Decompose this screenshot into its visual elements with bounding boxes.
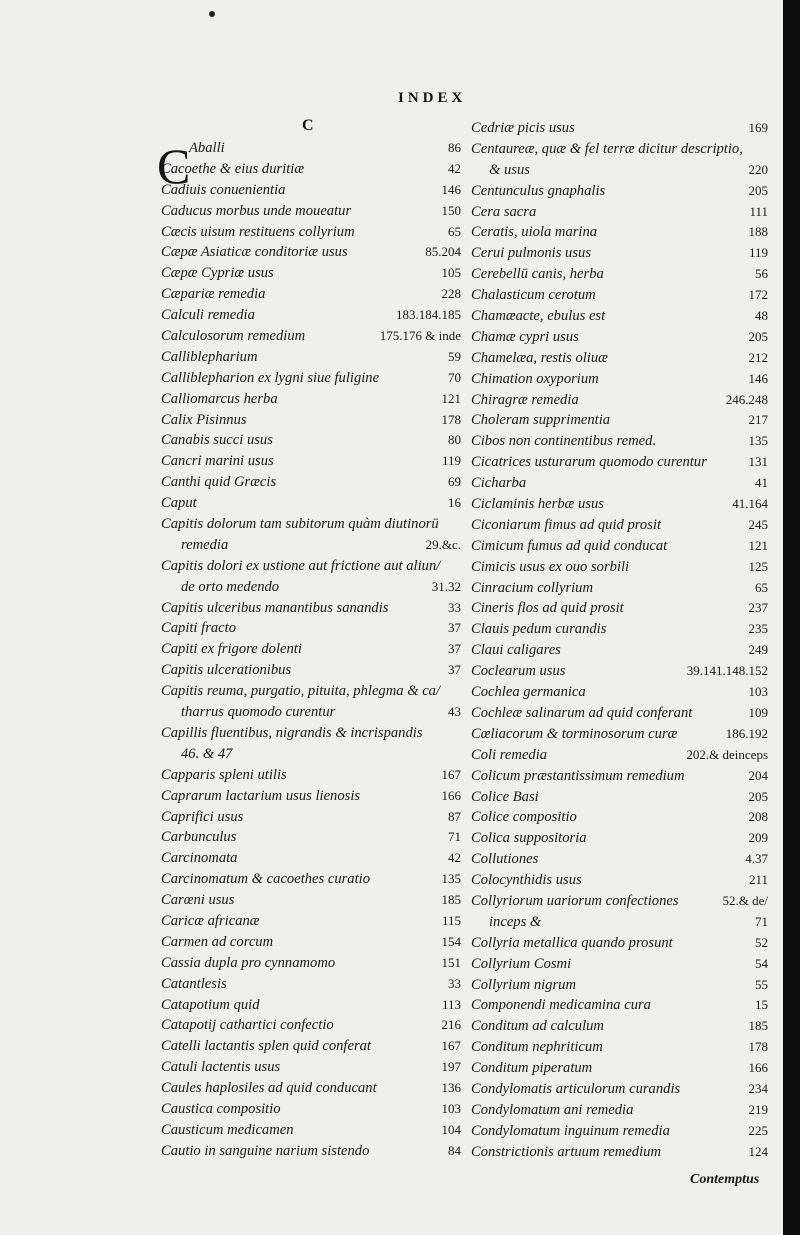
index-entry — [161, 242, 461, 263]
entry-page-ref: 37 — [448, 662, 461, 678]
index-entry — [471, 703, 768, 724]
entry-term: Collyrium Cosmi — [471, 955, 572, 972]
entry-term: 46. & 47 — [181, 745, 233, 762]
entry-term: Chamæ cypri usus — [471, 328, 579, 345]
entry-page-ref: 113 — [441, 996, 461, 1012]
index-entry — [471, 494, 768, 515]
index-entry — [471, 160, 768, 181]
entry-term: Cibos non continentibus remed. — [471, 433, 657, 450]
entry-term: Cœliacorum & torminosorum curæ — [471, 725, 678, 742]
entry-page-ref: 225 — [748, 1122, 768, 1138]
entry-term: Cadiuis conuenientia — [161, 181, 286, 198]
entry-page-ref: 56 — [755, 266, 768, 282]
index-entry — [161, 577, 461, 598]
index-entry — [471, 1079, 768, 1100]
entry-term: Capillis fluentibus, nigrandis & incrispandis — [161, 724, 423, 741]
entry-page-ref: 178 — [748, 1039, 768, 1055]
entry-term: Carbunculus — [161, 829, 237, 846]
entry-page-ref: 70 — [448, 369, 461, 385]
entry-term: tharrus quomodo curentur — [181, 704, 336, 721]
index-entry — [471, 1100, 768, 1121]
index-entry — [161, 890, 461, 911]
entry-page-ref: 119 — [748, 245, 768, 261]
entry-term: Capiti ex frigore dolenti — [161, 641, 302, 658]
index-entry — [161, 472, 461, 493]
entry-term: inceps & — [489, 913, 542, 930]
entry-term: Cedriæ picis usus — [471, 120, 575, 136]
index-entry — [161, 138, 461, 159]
entry-term: Conditum piperatum — [471, 1060, 593, 1077]
entry-page-ref: 211 — [748, 872, 768, 888]
entry-page-ref: 37 — [448, 620, 461, 636]
entry-term: Clauis pedum curandis — [471, 621, 607, 638]
entry-term: remedia — [181, 536, 229, 553]
index-entry — [471, 849, 768, 870]
entry-page-ref: 205 — [748, 328, 768, 344]
entry-term: Calculi remedia — [161, 307, 255, 324]
entry-page-ref: 105 — [441, 265, 461, 281]
entry-term: Cæpariæ remedia — [161, 286, 266, 303]
entry-page-ref: 186.192 — [725, 725, 768, 741]
entry-term: Condylomatum ani remedia — [471, 1101, 634, 1118]
index-entry — [471, 452, 768, 473]
entry-page-ref: 119 — [441, 453, 461, 469]
entry-page-ref: 71 — [448, 829, 461, 845]
entry-term: Capparis spleni utilis — [161, 766, 287, 783]
index-entry — [471, 473, 768, 494]
entry-term: Ciconiarum fimus ad quid prosit — [471, 516, 662, 533]
entry-term: Collyrium nigrum — [471, 976, 576, 993]
entry-term: Capitis ulcerationibus — [161, 662, 292, 679]
entry-page-ref: 185 — [441, 892, 461, 908]
index-entry — [161, 702, 461, 723]
index-entry — [161, 932, 461, 953]
entry-page-ref: 216 — [441, 1017, 461, 1033]
entry-page-ref: 69 — [448, 474, 461, 490]
index-entry — [161, 765, 461, 786]
entry-term: Cicharba — [471, 475, 527, 492]
index-entry — [471, 1121, 768, 1142]
entry-term: Calliomarcus herba — [161, 390, 278, 407]
index-entry — [471, 619, 768, 640]
entry-page-ref: 237 — [748, 600, 768, 616]
index-entry — [471, 578, 768, 599]
entry-term: Chimation oxyporium — [471, 370, 599, 387]
entry-page-ref: 228 — [441, 286, 461, 302]
entry-term: Carœni usus — [161, 892, 235, 909]
entry-page-ref: 208 — [748, 809, 768, 825]
entry-term: & usus — [489, 161, 530, 178]
index-entry — [471, 390, 768, 411]
index-entry — [161, 848, 461, 869]
entry-term: Carcinomatum & cacoethes curatio — [161, 871, 371, 888]
entry-page-ref: 169 — [748, 120, 768, 135]
entry-term: Catapotium quid — [161, 996, 260, 1013]
entry-term: Colocynthidis usus — [471, 872, 582, 889]
index-entry — [471, 933, 768, 954]
entry-page-ref: 103 — [748, 684, 768, 700]
entry-term: Colicum præstantissimum remedium — [471, 767, 685, 784]
entry-page-ref: 121 — [441, 390, 461, 406]
index-entry — [161, 660, 461, 681]
entry-page-ref: 42 — [448, 850, 461, 866]
index-entry — [161, 201, 461, 222]
index-entry — [471, 640, 768, 661]
entry-page-ref: 52.& de/ — [722, 892, 768, 908]
entry-page-ref: 125 — [748, 558, 768, 574]
index-entry — [471, 1037, 768, 1058]
entry-page-ref: 111 — [749, 203, 768, 219]
entry-page-ref: 146 — [441, 181, 461, 197]
entry-page-ref: 41 — [755, 475, 768, 491]
entry-term: Choleram supprimentia — [471, 412, 611, 429]
entry-term: Caustica compositio — [161, 1100, 281, 1117]
entry-page-ref: 43 — [448, 704, 461, 720]
entry-page-ref: 31.32 — [431, 578, 461, 594]
index-entry — [471, 598, 768, 619]
entry-page-ref: 71 — [755, 913, 768, 929]
index-entry — [471, 995, 768, 1016]
index-entry — [471, 515, 768, 536]
entry-page-ref: 86 — [448, 140, 461, 155]
index-entry — [161, 1036, 461, 1057]
index-entry — [161, 974, 461, 995]
entry-term: Caprifici usus — [161, 808, 244, 825]
entry-page-ref: 209 — [748, 830, 768, 846]
entry-page-ref: 166 — [748, 1060, 768, 1076]
entry-term: Calliblepharion ex lygni siue fuligine — [161, 369, 380, 386]
scan-border — [783, 0, 800, 1235]
entry-page-ref: 37 — [448, 641, 461, 657]
entry-term: Cæpæ Cypriæ usus — [161, 265, 274, 282]
index-entry — [161, 1057, 461, 1078]
index-entry — [471, 661, 768, 682]
entry-page-ref: 115 — [441, 912, 461, 928]
entry-page-ref: 135 — [748, 433, 768, 449]
index-entry — [471, 327, 768, 348]
entry-page-ref: 15 — [755, 997, 768, 1013]
entry-term: Cerui pulmonis usus — [471, 245, 592, 262]
index-entry — [161, 786, 461, 807]
entry-term: Cæcis uisum restituens collyrium — [161, 223, 355, 240]
index-entry — [161, 305, 461, 326]
entry-page-ref: 202.& deinceps — [686, 746, 768, 762]
index-entry — [161, 1141, 461, 1162]
entry-term: Catelli lactantis splen quid conferat — [161, 1038, 371, 1055]
index-entry — [471, 870, 768, 891]
index-entry — [161, 222, 461, 243]
index-entry — [161, 159, 461, 180]
entry-page-ref: 175.176 & inde — [379, 328, 461, 344]
index-entry — [161, 598, 461, 619]
entry-page-ref: 16 — [448, 495, 461, 511]
entry-page-ref: 146 — [748, 370, 768, 386]
index-entry — [161, 807, 461, 828]
entry-term: Canthi quid Græcis — [161, 474, 277, 491]
entry-page-ref: 39.141.148.152 — [686, 663, 768, 679]
entry-page-ref: 205 — [748, 788, 768, 804]
entry-term: Capitis dolori ex ustione aut frictione aut aliun/ — [161, 557, 441, 574]
index-entry — [471, 285, 768, 306]
entry-page-ref: 136 — [441, 1080, 461, 1096]
index-entry — [161, 953, 461, 974]
entry-term: Caules haplosiles ad quid conducant — [161, 1080, 377, 1097]
index-entry — [161, 1015, 461, 1036]
index-entry — [161, 744, 461, 765]
entry-page-ref: 245 — [748, 516, 768, 532]
entry-page-ref: 234 — [748, 1080, 768, 1096]
index-entry — [471, 766, 768, 787]
entry-term: Caducus morbus unde moueatur — [161, 202, 352, 219]
entry-term: Catapotij cathartici confectio — [161, 1017, 334, 1034]
entry-page-ref: 220 — [748, 161, 768, 177]
index-entry — [161, 681, 461, 702]
entry-term: Cochlea germanica — [471, 684, 586, 701]
index-entry — [471, 745, 768, 766]
entry-page-ref: 65 — [755, 579, 768, 595]
entry-page-ref: 85.204 — [425, 244, 461, 260]
entry-page-ref: 80 — [448, 432, 461, 448]
index-entry — [471, 118, 768, 139]
entry-page-ref: 54 — [755, 955, 768, 971]
entry-term: Cera sacra — [471, 203, 537, 220]
entry-term: Cancri marini usus — [161, 453, 274, 470]
entry-page-ref: 29.&c. — [425, 536, 461, 552]
entry-term: Cerebellū canis, herba — [471, 266, 604, 283]
index-entry — [471, 181, 768, 202]
entry-page-ref: 103 — [441, 1100, 461, 1116]
entry-term: Capitis dolorum tam subitorum quàm diutinorū — [161, 516, 439, 533]
index-entry — [161, 639, 461, 660]
entry-page-ref: 87 — [448, 808, 461, 824]
entry-term: Coli remedia — [471, 746, 548, 763]
index-entry — [161, 284, 461, 305]
index-entry — [471, 787, 768, 808]
entry-page-ref: 135 — [441, 871, 461, 887]
index-entry — [471, 348, 768, 369]
entry-term: Centaureæ, quæ & fel terræ dicitur descriptio, — [471, 140, 743, 157]
index-column-right — [471, 118, 768, 1163]
entry-page-ref: 185 — [748, 1018, 768, 1034]
index-entry — [161, 430, 461, 451]
entry-page-ref: 121 — [748, 537, 768, 553]
index-entry — [161, 618, 461, 639]
entry-page-ref: 212 — [748, 349, 768, 365]
index-entry — [161, 535, 461, 556]
index-entry — [471, 222, 768, 243]
entry-page-ref: 84 — [448, 1142, 461, 1158]
entry-page-ref: 48 — [755, 308, 768, 324]
index-entry — [471, 202, 768, 223]
entry-page-ref: 188 — [748, 224, 768, 240]
entry-page-ref: 109 — [748, 704, 768, 720]
entry-page-ref: 178 — [441, 411, 461, 427]
entry-term: Collyriorum uariorum confectiones — [471, 892, 679, 909]
entry-term: Catantlesis — [161, 975, 227, 992]
index-entry — [161, 514, 461, 535]
entry-term: Caricæ africanæ — [161, 912, 260, 929]
entry-page-ref: 131 — [748, 454, 768, 470]
ink-spot — [209, 11, 215, 17]
entry-term: Constrictionis artuum remedium — [471, 1143, 661, 1160]
entry-term: Chalasticum cerotum — [471, 287, 596, 304]
entry-term: Cassia dupla pro cynnamomo — [161, 954, 336, 971]
index-entry — [471, 431, 768, 452]
index-entry — [161, 389, 461, 410]
entry-term: Condylomatum inguinum remedia — [471, 1122, 670, 1139]
index-entry — [161, 347, 461, 368]
entry-page-ref: 197 — [441, 1059, 461, 1075]
entry-page-ref: 172 — [748, 287, 768, 303]
entry-page-ref: 4.37 — [745, 851, 768, 867]
entry-page-ref: 219 — [748, 1101, 768, 1117]
index-entry — [471, 1016, 768, 1037]
entry-term: Cochleæ salinarum ad quid conferant — [471, 704, 693, 721]
entry-term: Chamæacte, ebulus est — [471, 308, 606, 325]
index-entry — [471, 912, 768, 933]
index-entry — [471, 1058, 768, 1079]
index-entry — [471, 724, 768, 745]
entry-page-ref: 33 — [448, 599, 461, 615]
entry-term: Conditum ad calculum — [471, 1018, 604, 1035]
entry-term: Collyria metallica quando prosunt — [471, 934, 673, 951]
index-entry — [161, 451, 461, 472]
page-header: INDEX — [398, 90, 467, 106]
index-column-left — [157, 138, 461, 1162]
catchword: Contemptus — [690, 1172, 760, 1187]
index-entry — [161, 493, 461, 514]
entry-term: Componendi medicamina cura — [471, 997, 651, 1014]
section-letter: C — [302, 117, 314, 134]
entry-page-ref: 42 — [448, 160, 461, 176]
entry-page-ref: 249 — [748, 642, 768, 658]
entry-page-ref: 52 — [755, 934, 768, 950]
entry-term: Colice Basi — [471, 788, 539, 805]
entry-page-ref: 205 — [748, 182, 768, 198]
entry-page-ref: 33 — [448, 975, 461, 991]
index-entry — [161, 368, 461, 389]
index-entry — [471, 891, 768, 912]
entry-page-ref: 235 — [748, 621, 768, 637]
entry-term: Caput — [161, 495, 197, 512]
index-entry — [471, 1142, 768, 1163]
entry-term: Cinracium collyrium — [471, 579, 594, 596]
index-entry — [471, 139, 768, 160]
index-entry — [471, 306, 768, 327]
index-entry — [161, 1120, 461, 1141]
entry-term: Condylomatis articulorum curandis — [471, 1080, 681, 1097]
index-entry — [471, 807, 768, 828]
entry-page-ref: 104 — [441, 1121, 461, 1137]
entry-page-ref: 65 — [448, 223, 461, 239]
index-entry — [471, 410, 768, 431]
index-entry — [161, 263, 461, 284]
entry-page-ref: 150 — [441, 202, 461, 218]
index-entry — [161, 869, 461, 890]
entry-page-ref: 41.164 — [732, 496, 768, 512]
entry-term: Capitis reuma, purgatio, pituita, phlegma & ca/ — [161, 683, 441, 700]
index-entry — [471, 243, 768, 264]
entry-page-ref: 55 — [755, 976, 768, 992]
index-entry — [161, 326, 461, 347]
index-entry — [471, 954, 768, 975]
index-entry — [161, 1099, 461, 1120]
entry-term: Calix Pisinnus — [161, 411, 247, 428]
entry-term: Cineris flos ad quid prosit — [471, 600, 624, 617]
entry-page-ref: 217 — [748, 412, 768, 428]
entry-term: Caprarum lactarium usus lienosis — [161, 787, 361, 804]
entry-term: Cicatrices usturarum quomodo curentur — [471, 454, 707, 471]
entry-term: Causticum medicamen — [161, 1121, 294, 1138]
entry-term: Calliblepharium — [161, 348, 258, 365]
entry-term: Chamelæa, restis oliuæ — [471, 349, 608, 366]
entry-term: Carcinomata — [161, 850, 238, 867]
entry-term: Catuli lactentis usus — [161, 1059, 281, 1076]
entry-page-ref: 124 — [748, 1143, 768, 1159]
entry-term: Collutiones — [471, 851, 539, 868]
index-entry — [471, 828, 768, 849]
index-entry — [161, 1078, 461, 1099]
index-entry — [471, 682, 768, 703]
entry-term: Cautio in sanguine narium sistendo — [161, 1142, 370, 1159]
entry-term: Ciclaminis herbæ usus — [471, 496, 604, 513]
entry-term: Cæpæ Asiaticæ conditoriæ usus — [161, 244, 348, 261]
entry-term: Colice compositio — [471, 809, 577, 826]
index-entry — [161, 723, 461, 744]
entry-term: Cimicum fumus ad quid conducat — [471, 537, 668, 554]
drop-cap: C — [157, 138, 191, 194]
entry-page-ref: 167 — [441, 766, 461, 782]
index-entry — [161, 995, 461, 1016]
entry-page-ref: 154 — [441, 933, 461, 949]
index-entry — [161, 911, 461, 932]
entry-term: Capiti fracto — [161, 620, 236, 637]
entry-page-ref: 151 — [441, 954, 461, 970]
entry-term: Claui caligares — [471, 642, 561, 659]
entry-term: Colica suppositoria — [471, 830, 587, 847]
entry-page-ref: 167 — [441, 1038, 461, 1054]
entry-term: Carmen ad corcum — [161, 933, 274, 950]
entry-term: Coclearum usus — [471, 663, 566, 680]
index-entry — [161, 180, 461, 201]
entry-term: Centunculus gnaphalis — [471, 182, 606, 199]
entry-term: Chiragræ remedia — [471, 391, 579, 408]
index-entry — [471, 536, 768, 557]
entry-term: de orto medendo — [181, 578, 280, 595]
entry-term: Ceratis, uiola marina — [471, 224, 598, 241]
entry-term: Cimicis usus ex ouo sorbili — [471, 558, 630, 575]
entry-term: Conditum nephriticum — [471, 1039, 603, 1056]
entry-term: Calculosorum remedium — [161, 328, 306, 345]
entry-page-ref: 204 — [748, 767, 768, 783]
index-entry — [471, 975, 768, 996]
entry-term: Aballi — [189, 140, 225, 156]
entry-page-ref: 183.184.185 — [396, 307, 461, 323]
entry-page-ref: 246.248 — [725, 391, 768, 407]
index-entry — [161, 410, 461, 431]
entry-page-ref: 59 — [448, 348, 461, 364]
entry-page-ref: 166 — [441, 787, 461, 803]
index-entry — [471, 557, 768, 578]
index-entry — [471, 264, 768, 285]
index-entry — [161, 827, 461, 848]
entry-term: Cacoethe & eius duritiæ — [161, 160, 305, 177]
entry-term: Capitis ulceribus manantibus sanandis — [161, 599, 389, 616]
index-entry — [471, 369, 768, 390]
entry-term: Canabis succi usus — [161, 432, 273, 449]
index-entry — [161, 556, 461, 577]
